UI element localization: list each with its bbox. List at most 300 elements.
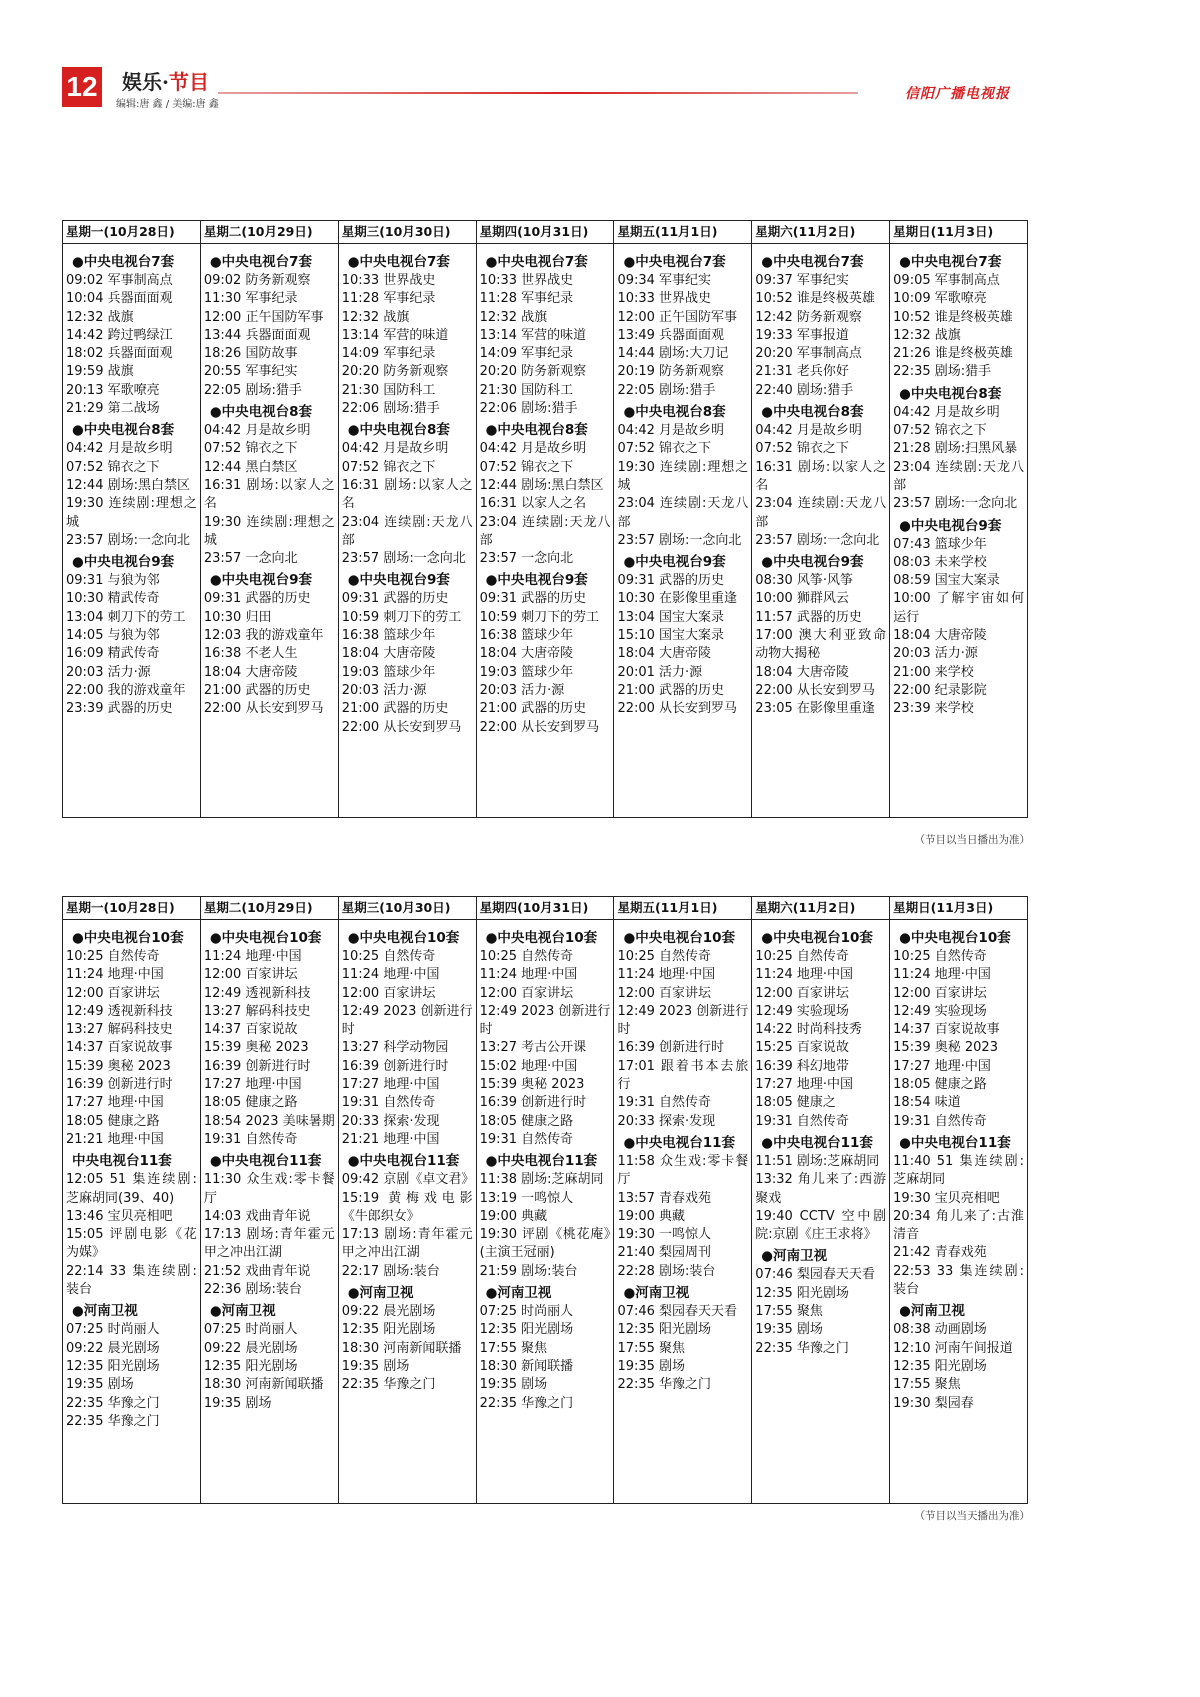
program-item: 07:52 锦衣之下 xyxy=(341,459,436,475)
program-item: 22:06 剧场:猎手 xyxy=(341,401,440,417)
program-item: 04:42 月是故乡明 xyxy=(479,441,587,457)
day-header: 星期六(11月2日) xyxy=(752,897,890,919)
program-item: 11:24 地理·中国 xyxy=(755,967,854,983)
program-item: 22:00 从长安到罗马 xyxy=(203,701,324,717)
program-item: 23:04 连续剧:天龙八部 xyxy=(617,496,749,530)
program-item: 19:03 篮球少年 xyxy=(479,664,574,680)
program-item: 10:33 世界战史 xyxy=(341,273,436,288)
program-item: 16:31 剧场:以家人之名 xyxy=(203,477,335,512)
program-item: 21:30 国防科工 xyxy=(341,382,436,398)
program-item: 04:42 月是故乡明 xyxy=(617,423,725,439)
program-item: 12:32 战旗 xyxy=(479,309,548,325)
program-item: 19:35 剧场 xyxy=(617,1358,686,1374)
program-item: 22:35 剧场:猎手 xyxy=(893,364,992,380)
program-item: 22:35 华豫之门 xyxy=(341,1377,436,1393)
program-item: 19:30 评剧《桃花庵》(主演王冠丽) xyxy=(479,1227,611,1261)
day-header-row xyxy=(63,897,1027,920)
program-item: 10:25 自然传奇 xyxy=(755,949,849,964)
program-item: 13:32 角儿来了:西游聚戏 xyxy=(755,1172,887,1206)
program-item: 22:35 华豫之门 xyxy=(479,1395,574,1411)
program-item: 17:27 地理·中国 xyxy=(66,1095,164,1111)
channel-block xyxy=(617,252,748,400)
channel-block xyxy=(480,1151,611,1281)
program-item: 17:27 地理·中国 xyxy=(755,1077,854,1093)
program-item: 23:04 连续剧:天龙八部 xyxy=(893,459,1025,493)
program-item: 10:30 在影像里重逢 xyxy=(617,591,738,607)
program-item: 12:05 51 集连续剧:芝麻胡同(39、40) xyxy=(66,1172,197,1206)
program-item: 17:00 澳大利亚致命动物大揭秘 xyxy=(755,628,887,662)
program-item: 19:35 剧场 xyxy=(341,1358,410,1374)
editor-credit: 编辑:唐 鑫 / 美编:唐 鑫 xyxy=(116,99,219,110)
program-item: 19:30 连续剧:理想之城 xyxy=(617,459,749,493)
program-item: 14:05 与狼为邻 xyxy=(66,628,160,644)
day-column xyxy=(339,244,477,817)
schedule-footnote: （节目以当天播出为准） xyxy=(914,1510,1030,1522)
program-item: 12:00 百家讲坛 xyxy=(479,985,574,1001)
program-item: 20:34 角儿来了:古淮清音 xyxy=(893,1208,1025,1243)
program-item: 13:04 刺刀下的劳工 xyxy=(66,609,186,625)
day-column xyxy=(890,920,1027,1503)
program-item: 08:38 动画剧场 xyxy=(893,1322,987,1338)
program-item: 07:52 锦衣之下 xyxy=(203,441,298,457)
channel-name: ●中央电视台7套 xyxy=(899,254,1002,270)
program-item: 19:31 自然传奇 xyxy=(617,1095,712,1111)
program-item: 19:35 剧场 xyxy=(479,1377,548,1393)
program-item: 23:05 在影像里重逢 xyxy=(755,701,875,717)
program-item: 21:21 地理·中国 xyxy=(341,1131,440,1147)
channel-name: ●中央电视台7套 xyxy=(347,254,450,270)
program-item: 21:00 武器的历史 xyxy=(203,682,311,698)
channel-name: ●中央电视台10套 xyxy=(899,930,1011,946)
channel-name: ●中央电视台11套 xyxy=(485,1153,598,1170)
program-item: 23:57 剧场:一念向北 xyxy=(341,551,466,567)
program-item: 07:46 梨园春天天看 xyxy=(617,1304,738,1320)
channel-name: ●中央电视台7套 xyxy=(485,254,588,270)
channel-block xyxy=(755,252,886,400)
program-item: 11:57 武器的历史 xyxy=(755,609,862,625)
program-item: 19:03 篮球少年 xyxy=(341,664,436,680)
program-item: 20:55 军事纪实 xyxy=(203,364,298,380)
channel-block xyxy=(893,1301,1024,1412)
channel-block xyxy=(342,252,473,418)
program-item: 11:24 地理·中国 xyxy=(66,967,164,983)
program-item: 17:55 聚焦 xyxy=(893,1377,961,1393)
channel-block xyxy=(342,570,473,736)
program-item: 23:39 武器的历史 xyxy=(66,701,173,717)
program-item: 13:27 解码科技史 xyxy=(203,1003,311,1019)
program-item: 14:09 军事纪录 xyxy=(341,346,436,362)
section-title xyxy=(122,66,209,95)
program-item: 23:57 剧场:一念向北 xyxy=(893,496,1018,512)
program-item: 10:25 自然传奇 xyxy=(341,949,436,964)
schedule-footnote: （节目以当日播出为准） xyxy=(914,834,1030,846)
channel-block xyxy=(893,384,1024,514)
channel-name: ●中央电视台8套 xyxy=(485,422,588,439)
program-item: 22:05 剧场:猎手 xyxy=(203,382,302,398)
channel-block xyxy=(66,252,197,418)
program-item: 12:32 战旗 xyxy=(66,309,134,325)
newspaper-name: 信阳广播电视报 xyxy=(905,86,1010,102)
program-item: 23:04 连续剧:天龙八部 xyxy=(341,514,473,548)
program-item: 23:57 剧场:一念向北 xyxy=(755,532,880,548)
channel-name: ●河南卫视 xyxy=(72,1303,138,1320)
day-header: 星期二(10月29日) xyxy=(201,897,339,919)
program-item: 09:02 军事制高点 xyxy=(66,273,173,288)
program-item: 21:00 武器的历史 xyxy=(479,701,587,717)
day-header-row xyxy=(63,221,1027,244)
channel-block xyxy=(342,1283,473,1394)
section-highlight: 节目 xyxy=(168,70,209,94)
program-item: 15:39 奥秘 2023 xyxy=(479,1077,585,1093)
program-item: 10:33 世界战史 xyxy=(479,273,574,288)
program-item: 09:37 军事纪实 xyxy=(755,273,849,288)
program-item: 12:35 阳光剧场 xyxy=(893,1358,987,1374)
program-item: 09:31 武器的历史 xyxy=(479,591,587,607)
program-item: 22:53 33 集连续剧:装台 xyxy=(893,1263,1025,1298)
program-item: 19:40 CCTV 空中剧院:京剧《庄王求将》 xyxy=(755,1208,887,1243)
page-header xyxy=(0,0,1200,110)
program-item: 11:40 51 集连续剧:芝麻胡同 xyxy=(893,1153,1025,1188)
program-item: 04:42 月是故乡明 xyxy=(755,423,862,439)
program-item: 12:49 实验现场 xyxy=(893,1003,987,1019)
day-column xyxy=(63,920,201,1503)
program-item: 13:27 考古公开课 xyxy=(479,1040,587,1056)
channel-block xyxy=(480,1283,611,1413)
program-item: 09:22 晨光剧场 xyxy=(341,1304,436,1320)
program-item: 07:52 锦衣之下 xyxy=(66,459,160,475)
program-item: 09:42 京剧《卓文君》 xyxy=(341,1172,475,1188)
program-item: 12:49 实验现场 xyxy=(755,1003,849,1019)
program-item: 21:30 国防科工 xyxy=(479,382,574,398)
program-item: 10:00 狮群风云 xyxy=(755,591,849,607)
program-item: 14:03 戏曲青年说 xyxy=(203,1208,311,1224)
program-item: 15:10 国宝大案录 xyxy=(617,628,725,644)
channel-name: ●中央电视台8套 xyxy=(761,404,864,421)
channel-name: ●中央电视台7套 xyxy=(623,254,726,270)
program-item: 07:46 梨园春天天看 xyxy=(755,1267,875,1283)
program-item: 11:24 地理·中国 xyxy=(479,967,578,983)
channel-name: ●中央电视台8套 xyxy=(347,422,450,439)
program-item: 21:28 剧场:扫黑风暴 xyxy=(893,441,1018,457)
program-item: 15:02 地理·中国 xyxy=(479,1058,578,1074)
program-item: 12:10 河南午间报道 xyxy=(893,1340,1013,1356)
program-item: 16:38 不老人生 xyxy=(203,646,298,662)
channel-block xyxy=(480,420,611,568)
program-item: 18:05 健康之路 xyxy=(893,1077,987,1093)
program-item: 23:57 剧场:一念向北 xyxy=(617,532,742,548)
program-item: 13:49 兵器面面观 xyxy=(617,327,725,343)
program-item: 11:28 军事纪录 xyxy=(341,291,436,307)
program-item: 18:30 新闻联播 xyxy=(479,1358,574,1374)
channel-name: ●中央电视台11套 xyxy=(209,1153,322,1170)
day-column xyxy=(614,920,752,1503)
program-item: 07:25 时尚丽人 xyxy=(66,1322,160,1338)
program-item: 07:52 锦衣之下 xyxy=(755,441,849,457)
program-item: 20:20 军事制高点 xyxy=(755,346,862,362)
program-item: 20:03 活力·源 xyxy=(66,664,151,680)
program-item: 14:42 跨过鸭绿江 xyxy=(66,327,173,343)
program-item: 04:42 月是故乡明 xyxy=(203,423,311,439)
channel-block xyxy=(66,928,197,1149)
program-item: 18:04 大唐帝陵 xyxy=(755,664,849,680)
program-item: 10:33 世界战史 xyxy=(617,291,712,307)
program-item: 12:42 防务新观察 xyxy=(755,309,862,325)
program-item: 22:00 从长安到罗马 xyxy=(617,701,738,717)
channel-name: ●中央电视台8套 xyxy=(209,404,313,421)
program-item: 10:04 兵器面面观 xyxy=(66,291,173,307)
program-item: 04:42 月是故乡明 xyxy=(341,441,449,457)
program-item: 08:03 未来学校 xyxy=(893,554,987,570)
program-item: 12:35 阳光剧场 xyxy=(617,1322,712,1338)
schedule-table-science xyxy=(62,896,1028,1504)
program-item: 15:25 百家说故 xyxy=(755,1040,849,1056)
program-item: 16:39 创新进行时 xyxy=(203,1058,311,1074)
channel-block xyxy=(893,252,1024,382)
program-item: 09:31 武器的历史 xyxy=(341,591,449,607)
channel-block xyxy=(755,928,886,1131)
channel-name: ●中央电视台10套 xyxy=(485,930,598,946)
program-item: 18:04 大唐帝陵 xyxy=(479,646,574,662)
program-item: 22:00 从长安到罗马 xyxy=(341,719,462,735)
program-item: 18:02 兵器面面观 xyxy=(66,346,173,362)
channel-block xyxy=(893,1133,1024,1299)
day-header: 星期日(11月3日) xyxy=(893,900,994,915)
program-item: 11:30 众生戏:零卡餐厅 xyxy=(203,1172,335,1206)
channel-name: ●河南卫视 xyxy=(899,1303,965,1320)
channel-block xyxy=(617,1133,748,1281)
program-item: 18:26 国防故事 xyxy=(203,346,298,362)
program-item: 23:39 来学校 xyxy=(893,701,974,717)
channel-name: ●中央电视台11套 xyxy=(899,1134,1011,1151)
program-item: 10:25 自然传奇 xyxy=(66,949,160,964)
program-item: 17:27 地理·中国 xyxy=(203,1077,302,1093)
program-item: 17:27 地理·中国 xyxy=(341,1077,440,1093)
program-item: 16:38 篮球少年 xyxy=(479,628,574,644)
day-column xyxy=(614,244,752,817)
program-item: 16:09 精武传奇 xyxy=(66,646,160,662)
channel-name: ●河南卫视 xyxy=(485,1285,552,1302)
program-item: 18:05 健康之路 xyxy=(479,1113,574,1129)
program-item: 16:39 创新进行时 xyxy=(66,1077,173,1093)
program-item: 12:00 百家讲坛 xyxy=(341,985,436,1001)
program-item: 15:39 奥秘 2023 xyxy=(66,1058,171,1074)
program-item: 22:40 剧场:猎手 xyxy=(755,382,854,398)
program-item: 16:39 创新进行时 xyxy=(341,1058,449,1074)
program-item: 16:31 剧场:以家人之名 xyxy=(341,477,473,512)
channel-name: ●中央电视台9套 xyxy=(761,554,864,571)
day-column xyxy=(890,244,1027,817)
program-item: 19:31 自然传奇 xyxy=(479,1131,574,1147)
program-item: 12:00 百家讲坛 xyxy=(755,985,849,1001)
channel-name: 中央电视台11套 xyxy=(72,1153,172,1170)
channel-name: ●河南卫视 xyxy=(623,1285,690,1302)
program-item: 21:26 谁是终极英雄 xyxy=(893,346,1013,362)
program-item: 12:00 百家讲坛 xyxy=(617,985,712,1001)
program-item: 20:20 防务新观察 xyxy=(479,364,587,380)
program-item: 19:35 剧场 xyxy=(203,1395,272,1411)
program-item: 18:04 大唐帝陵 xyxy=(893,628,987,644)
program-item: 22:00 纪录影院 xyxy=(893,682,987,698)
schedule-table-military xyxy=(62,220,1028,818)
program-item: 15:19 黄梅戏电影《牛郎织女》 xyxy=(341,1190,473,1224)
program-item: 18:05 健康之路 xyxy=(66,1113,160,1129)
day-header: 星期三(10月30日) xyxy=(339,897,477,919)
program-item: 22:35 华豫之门 xyxy=(617,1377,712,1393)
program-item: 07:25 时尚丽人 xyxy=(203,1322,298,1338)
program-item: 17:01 跟着书本去旅行 xyxy=(617,1058,749,1093)
program-item: 13:04 国宝大案录 xyxy=(617,609,725,625)
program-item: 12:44 剧场:黑白禁区 xyxy=(479,477,604,493)
header-divider xyxy=(218,92,858,94)
program-item: 18:05 健康之 xyxy=(755,1095,836,1111)
program-item: 23:57 一念向北 xyxy=(479,551,574,567)
channel-block xyxy=(617,928,748,1131)
program-item: 18:30 河南新闻联播 xyxy=(203,1377,324,1393)
program-item: 19:30 一鸣惊人 xyxy=(617,1227,712,1243)
program-item: 04:42 月是故乡明 xyxy=(66,441,173,457)
program-item: 21:31 老兵你好 xyxy=(755,364,849,380)
channel-block xyxy=(204,252,335,400)
day-header: 星期五(11月1日) xyxy=(614,221,752,243)
program-item: 08:59 国宝大案录 xyxy=(893,573,1000,589)
program-item: 18:54 2023 美味暑期 19:31 自然传奇 xyxy=(203,1113,335,1147)
channel-name: ●河南卫视 xyxy=(209,1303,276,1320)
channel-block xyxy=(755,1246,886,1357)
program-item: 20:33 探索·发现 xyxy=(617,1113,716,1129)
channel-name: ●中央电视台11套 xyxy=(761,1134,873,1151)
program-item: 17:55 聚焦 xyxy=(755,1304,823,1320)
program-item: 19:35 剧场 xyxy=(755,1322,823,1338)
program-item: 12:00 百家讲坛 xyxy=(893,985,987,1001)
channel-block xyxy=(480,928,611,1149)
channel-block xyxy=(66,552,197,718)
program-item: 15:39 奥秘 2023 xyxy=(203,1040,309,1056)
program-item: 22:14 33 集连续剧:装台 xyxy=(66,1263,197,1298)
program-item: 12:49 2023 创新进行时 xyxy=(341,1003,473,1038)
day-header: 星期二(10月29日) xyxy=(201,221,339,243)
day-header: 星期六(11月2日) xyxy=(752,221,890,243)
program-item: 10:25 自然传奇 xyxy=(479,949,574,964)
program-item: 23:57 剧场:一念向北 xyxy=(66,532,190,548)
program-item: 09:22 晨光剧场 xyxy=(203,1340,298,1356)
channel-block xyxy=(480,252,611,418)
channel-name: ●河南卫视 xyxy=(761,1248,828,1265)
channel-block xyxy=(66,1301,197,1431)
program-item: 10:30 归田 xyxy=(203,609,272,625)
channel-block xyxy=(617,402,748,550)
day-header: 星期四(10月31日) xyxy=(477,897,615,919)
program-item: 17:55 聚焦 xyxy=(617,1340,686,1356)
channel-block xyxy=(893,516,1024,719)
program-item: 10:52 谁是终极英雄 xyxy=(893,309,1013,325)
channel-name: ●河南卫视 xyxy=(347,1285,414,1302)
program-item: 19:35 剧场 xyxy=(66,1377,134,1393)
program-item: 11:24 地理·中国 xyxy=(617,967,716,983)
program-item: 22:00 我的游戏童年 xyxy=(66,682,186,698)
channel-block xyxy=(204,570,335,718)
channel-block xyxy=(66,1151,197,1299)
program-item: 23:04 连续剧:天龙八部 xyxy=(479,514,611,548)
day-column xyxy=(752,244,890,817)
program-item: 10:52 谁是终极英雄 xyxy=(755,291,875,307)
program-item: 11:24 地理·中国 xyxy=(341,967,440,983)
program-item: 07:52 锦衣之下 xyxy=(479,459,574,475)
day-header: 星期三(10月30日) xyxy=(339,221,477,243)
program-item: 12:49 2023 创新进行时 xyxy=(479,1003,611,1038)
program-item: 20:19 防务新观察 xyxy=(617,364,725,380)
program-item: 20:13 军歌嘹亮 xyxy=(66,382,160,398)
program-item: 10:25 自然传奇 xyxy=(617,949,712,964)
program-item: 21:42 青春戏苑 xyxy=(893,1245,987,1261)
program-item: 18:04 大唐帝陵 xyxy=(341,646,436,662)
program-item: 22:00 从长安到罗马 xyxy=(479,719,600,735)
channel-name: ●中央电视台9套 xyxy=(485,572,588,589)
channel-block xyxy=(617,552,748,718)
channel-block xyxy=(204,1301,335,1412)
page-number: 12 xyxy=(62,67,102,107)
program-item: 15:39 奥秘 2023 xyxy=(893,1040,998,1056)
day-header: 星期五(11月1日) xyxy=(614,897,752,919)
day-header: 星期四(10月31日) xyxy=(477,221,615,243)
program-item: 12:35 阳光剧场 xyxy=(203,1358,298,1374)
program-item: 10:00 了解宇宙如何运行 xyxy=(893,591,1025,625)
channel-name: ●中央电视台11套 xyxy=(623,1134,736,1151)
program-item: 22:36 剧场:装台 xyxy=(203,1282,302,1298)
program-item: 17:13 剧场:青年霍元甲之冲出江湖 xyxy=(341,1227,473,1261)
program-item: 18:30 河南新闻联播 xyxy=(341,1340,462,1356)
program-item: 07:52 锦衣之下 xyxy=(893,423,987,439)
program-item: 19:00 典藏 xyxy=(617,1208,686,1224)
program-item: 17:13 剧场:青年霍元甲之冲出江湖 xyxy=(203,1227,335,1261)
program-item: 21:00 武器的历史 xyxy=(617,682,725,698)
program-item: 19:31 自然传奇 xyxy=(755,1113,849,1129)
day-column xyxy=(201,244,339,817)
channel-block xyxy=(204,1151,335,1299)
program-item: 22:05 剧场:猎手 xyxy=(617,382,716,398)
program-item: 18:54 味道 xyxy=(893,1095,961,1111)
program-item: 12:44 黑白禁区 xyxy=(203,459,298,475)
program-item: 14:37 百家说故事 xyxy=(893,1022,1000,1038)
program-item: 13:27 解码科技史 xyxy=(66,1022,173,1038)
channel-name: ●中央电视台9套 xyxy=(72,554,175,571)
channel-name: ●中央电视台11套 xyxy=(347,1153,460,1170)
program-item: 17:55 聚焦 xyxy=(479,1340,548,1356)
program-item: 12:00 百家讲坛 xyxy=(203,967,298,983)
day-header: 星期一(10月28日) xyxy=(63,897,201,919)
program-item: 16:39 创新进行时 xyxy=(617,1040,725,1056)
program-item: 21:40 梨园周刊 xyxy=(617,1245,712,1261)
program-item: 14:37 百家说故事 xyxy=(66,1040,173,1056)
program-item: 19:30 宝贝亮相吧 xyxy=(893,1190,1000,1206)
program-item: 17:27 地理·中国 xyxy=(893,1058,991,1074)
program-item: 09:31 武器的历史 xyxy=(203,591,311,607)
section-name: 娱乐 xyxy=(122,70,162,94)
program-item: 14:44 剧场:大刀记 xyxy=(617,346,729,362)
program-item: 13:19 一鸣惊人 xyxy=(479,1190,574,1206)
channel-name: ●中央电视台7套 xyxy=(209,254,313,270)
program-item: 12:35 阳光剧场 xyxy=(479,1322,574,1338)
program-item: 21:21 地理·中国 xyxy=(66,1131,164,1147)
day-column xyxy=(201,920,339,1503)
program-item: 11:51 剧场:芝麻胡同 xyxy=(755,1153,880,1169)
program-item: 14:22 时尚科技秀 xyxy=(755,1022,862,1038)
day-column xyxy=(477,244,615,817)
program-item: 18:04 大唐帝陵 xyxy=(617,646,712,662)
program-item: 16:31 以家人之名 xyxy=(479,496,587,512)
channel-name: ●中央电视台7套 xyxy=(72,254,175,270)
program-item: 19:59 战旗 xyxy=(66,364,134,380)
program-item: 20:03 活力·源 xyxy=(479,682,565,698)
